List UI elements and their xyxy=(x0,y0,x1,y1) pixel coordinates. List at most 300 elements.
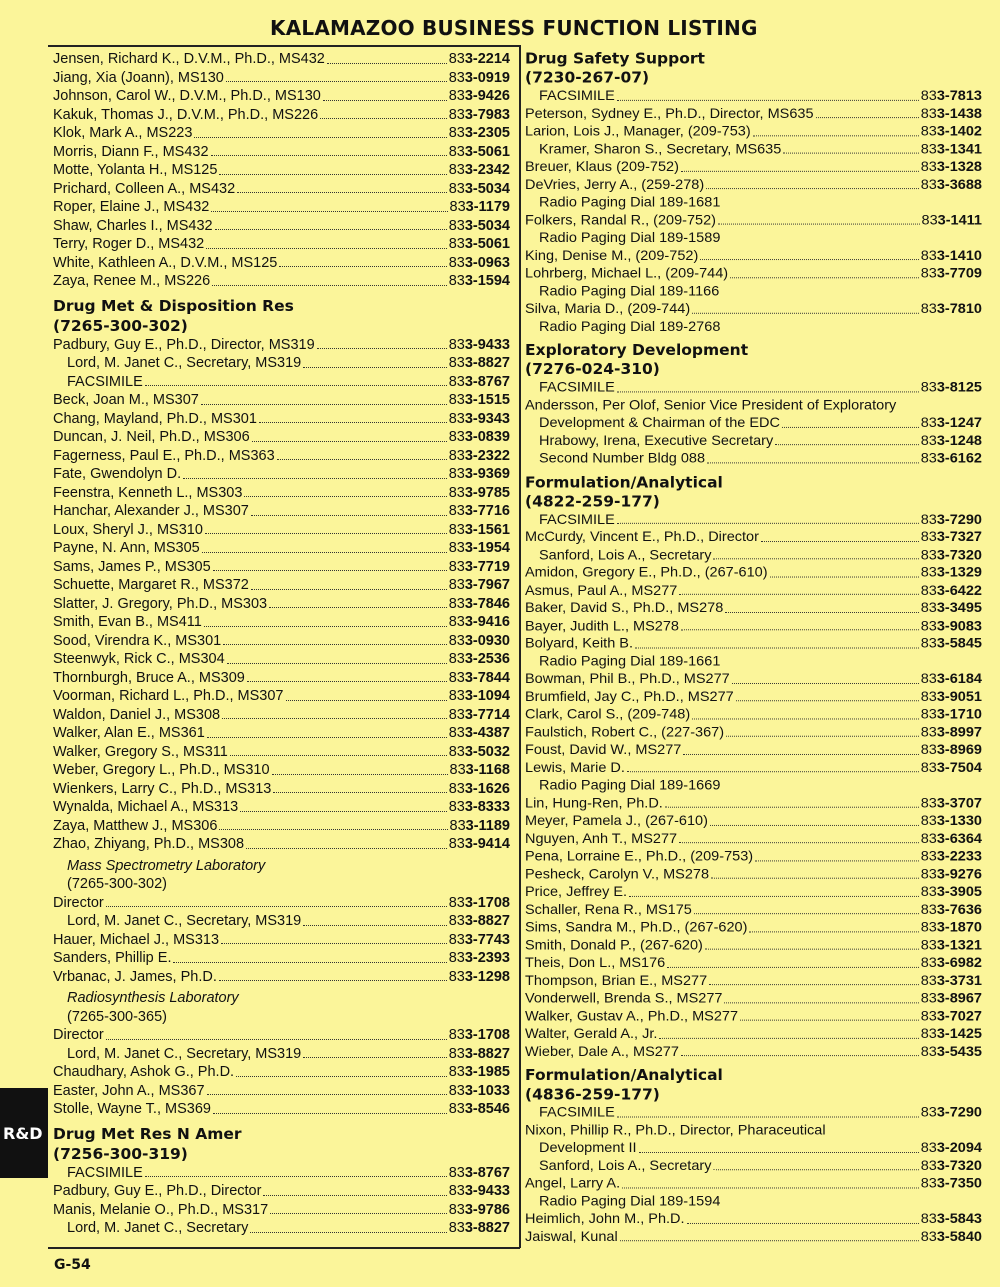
listing-row xyxy=(53,391,510,410)
dot-leader xyxy=(659,1038,918,1039)
phone-prefix: 83 xyxy=(920,848,937,865)
phone-extension: 3-1033 xyxy=(464,1082,510,1099)
listing-row xyxy=(525,414,982,432)
phone-extension: 3-9785 xyxy=(464,484,510,501)
listing-row xyxy=(525,848,982,866)
phone-prefix: 83 xyxy=(920,831,937,847)
dot-leader xyxy=(681,1055,919,1056)
phone-prefix: 83 xyxy=(920,902,937,918)
phone-extension: 3-2094 xyxy=(936,1140,982,1156)
dot-leader xyxy=(252,441,447,442)
phone-prefix: 83 xyxy=(920,636,937,652)
phone-number xyxy=(921,706,982,724)
listing-name: Jaiswal, Kunal xyxy=(525,1229,618,1245)
phone-number xyxy=(921,247,982,265)
listing-name: Wynalda, Michael A., MS313 xyxy=(53,799,239,815)
phone-extension: 3-1410 xyxy=(936,248,982,264)
phone-prefix: 83 xyxy=(448,503,465,519)
listing-name: Zaya, Matthew J., MS306 xyxy=(53,817,218,834)
phone-extension: 3-1298 xyxy=(464,968,510,985)
listing-name: Manis, Melanie O., Ph.D., MS317 xyxy=(53,1201,269,1218)
phone-extension: 3-1168 xyxy=(465,762,510,778)
dot-leader xyxy=(205,533,447,534)
phone-number xyxy=(921,265,982,283)
phone-number xyxy=(449,1182,510,1201)
section-code: (4836-259-177) xyxy=(525,1085,660,1104)
phone-extension: 3-8967 xyxy=(936,990,982,1007)
dot-leader xyxy=(145,1176,447,1177)
phone-extension: 3-9433 xyxy=(464,336,510,353)
listing-name: Second Number Bldg 088 xyxy=(539,450,706,467)
listing-row xyxy=(53,447,510,466)
phone-extension: 3-1341 xyxy=(936,141,982,157)
phone-prefix: 83 xyxy=(448,521,465,538)
listing-row xyxy=(53,484,510,503)
phone-prefix: 83 xyxy=(448,632,465,649)
phone-number xyxy=(921,105,982,123)
section-heading: Drug Safety Support xyxy=(525,50,705,68)
listing-name: Sams, James P., MS305 xyxy=(53,558,211,575)
dot-leader xyxy=(683,754,918,755)
phone-number xyxy=(921,123,982,141)
listing-name: Director xyxy=(53,894,104,911)
listing-row xyxy=(53,410,510,429)
listing-name: Chaudhary, Ashok G., Ph.D. xyxy=(53,1064,235,1080)
phone-prefix: 83 xyxy=(920,379,937,396)
dot-leader xyxy=(725,612,918,613)
listing-name: FACSIMILE xyxy=(539,88,615,104)
phone-prefix: 83 xyxy=(449,199,466,215)
listing-name: Folkers, Randal R., (209-752) xyxy=(525,212,716,228)
listing-name: Asmus, Paul A., MS277 xyxy=(525,582,678,599)
phone-prefix: 83 xyxy=(920,1211,937,1227)
phone-extension: 3-2322 xyxy=(464,447,510,464)
phone-extension: 3-7844 xyxy=(464,669,510,686)
phone-extension: 3-1954 xyxy=(464,540,510,556)
dot-leader xyxy=(227,663,447,664)
dot-leader xyxy=(617,523,919,524)
listing-name: Zhao, Zhiyang, Ph.D., MS308 xyxy=(53,836,245,852)
phone-extension: 3-0919 xyxy=(464,69,510,86)
phone-number xyxy=(921,564,982,582)
listing-name: Steenwyk, Rick C., MS304 xyxy=(53,651,225,667)
dot-leader xyxy=(207,737,447,738)
listing-row xyxy=(525,600,982,618)
phone-number xyxy=(921,1025,982,1043)
phone-extension: 3-1561 xyxy=(464,521,510,538)
listing-name: Chang, Mayland, Ph.D., MS301 xyxy=(53,410,257,427)
dot-leader xyxy=(782,427,919,428)
phone-extension: 3-7320 xyxy=(936,1158,982,1174)
listing-row xyxy=(53,1164,510,1183)
dot-leader xyxy=(718,224,920,225)
listing-row xyxy=(53,539,510,558)
listing-name: Angel, Larry A. xyxy=(525,1175,621,1192)
phone-number xyxy=(449,143,510,162)
dot-leader xyxy=(202,552,447,553)
listing-row xyxy=(525,265,982,283)
listing-name: Bayer, Judith L., MS278 xyxy=(525,618,679,634)
listing-name: Peterson, Sydney E., Ph.D., Director, MS635 xyxy=(525,106,814,122)
listing-row xyxy=(525,247,982,265)
listing-name: Vrbanac, J. James, Ph.D. xyxy=(53,968,217,985)
dot-leader xyxy=(736,701,919,702)
phone-extension: 3-2214 xyxy=(464,51,510,67)
phone-extension: 3-6422 xyxy=(936,582,982,599)
listing-row xyxy=(525,511,982,529)
section-heading: Drug Met & Disposition Res xyxy=(53,296,294,315)
phone-prefix: 83 xyxy=(448,1082,465,1099)
listing-row xyxy=(525,123,982,141)
phone-prefix: 83 xyxy=(448,968,465,985)
listing-row xyxy=(525,937,982,955)
phone-prefix: 83 xyxy=(448,1101,465,1117)
listing-name: Slatter, J. Gregory, Ph.D., MS303 xyxy=(53,595,268,612)
dot-leader xyxy=(213,570,447,571)
phone-number xyxy=(449,949,510,968)
phone-extension: 3-9083 xyxy=(936,618,982,634)
listing-row xyxy=(53,354,510,373)
phone-number xyxy=(921,432,982,450)
phone-extension: 3-9051 xyxy=(936,689,982,705)
phone-extension: 3-1708 xyxy=(464,894,510,911)
phone-prefix: 83 xyxy=(448,1064,465,1080)
phone-prefix: 83 xyxy=(920,248,937,264)
paging-note: Radio Paging Dial 189-1589 xyxy=(539,230,721,246)
dot-leader xyxy=(724,1002,918,1003)
listing-name: Lewis, Marie D. xyxy=(525,760,625,776)
phone-extension: 3-0839 xyxy=(464,429,510,445)
listing-name: Motte, Yolanta H., MS125 xyxy=(53,162,218,178)
listing-row xyxy=(53,912,510,931)
dot-leader xyxy=(620,1240,919,1241)
phone-extension: 3-1247 xyxy=(936,415,982,431)
listing-name: Loux, Sheryl J., MS310 xyxy=(53,521,203,538)
phone-number xyxy=(449,632,510,651)
listing-name: Weber, Gregory L., Ph.D., MS310 xyxy=(53,762,270,778)
phone-number xyxy=(449,724,510,743)
phone-prefix: 83 xyxy=(448,799,465,815)
listing-row xyxy=(53,1201,510,1220)
dot-leader xyxy=(277,459,447,460)
listing-row xyxy=(525,1104,982,1122)
phone-extension: 3-2393 xyxy=(464,950,510,966)
phone-extension: 3-5034 xyxy=(464,217,510,234)
dot-leader xyxy=(211,211,447,212)
phone-prefix: 83 xyxy=(920,265,937,282)
phone-prefix: 83 xyxy=(448,669,465,686)
phone-extension: 3-7813 xyxy=(936,88,982,104)
phone-number xyxy=(921,671,982,689)
section-tab: R&D xyxy=(0,1088,48,1178)
phone-prefix: 83 xyxy=(448,614,465,630)
listing-name: Beck, Joan M., MS307 xyxy=(53,392,199,408)
listing-row xyxy=(53,613,510,632)
listing-name: White, Kathleen A., D.V.M., MS125 xyxy=(53,254,278,271)
phone-number xyxy=(921,1104,982,1122)
dot-leader xyxy=(106,906,447,907)
phone-prefix: 83 xyxy=(920,866,937,883)
phone-prefix: 83 xyxy=(448,950,465,966)
listing-row xyxy=(53,1045,510,1064)
phone-extension: 3-1411 xyxy=(937,212,982,228)
column-divider xyxy=(519,45,521,1248)
listing-name: Faulstich, Robert C., (227-367) xyxy=(525,724,725,741)
listing-name: King, Denise M., (209-752) xyxy=(525,248,699,264)
listing-name: Voorman, Richard L., Ph.D., MS307 xyxy=(53,688,284,704)
listing-row xyxy=(525,564,982,582)
phone-number xyxy=(449,1063,510,1082)
phone-number xyxy=(449,373,510,392)
phone-prefix: 83 xyxy=(448,217,465,234)
right-column xyxy=(525,50,982,1246)
listing-row xyxy=(53,1026,510,1045)
phone-prefix: 83 xyxy=(448,466,465,482)
phone-number xyxy=(921,795,982,813)
listing-row xyxy=(53,743,510,762)
listing-line: Nixon, Phillip R., Ph.D., Director, Pharaceutical xyxy=(525,1122,826,1139)
listing-row xyxy=(525,706,982,724)
phone-number xyxy=(921,759,982,777)
dot-leader xyxy=(219,980,447,981)
listing-name: Sanford, Lois A., Secretary xyxy=(539,547,712,563)
listing-name: Fate, Gwendolyn D. xyxy=(53,466,182,482)
phone-extension: 3-7714 xyxy=(464,706,510,723)
listing-name: Jiang, Xia (Joann), MS130 xyxy=(53,69,224,86)
phone-extension: 3-5435 xyxy=(936,1044,982,1060)
page-number: G-54 xyxy=(54,1257,91,1273)
dot-leader xyxy=(705,949,919,950)
paging-note: Radio Paging Dial 189-2768 xyxy=(539,319,721,335)
phone-prefix: 83 xyxy=(448,180,465,197)
phone-number xyxy=(450,198,511,217)
phone-extension: 3-1708 xyxy=(464,1027,510,1043)
phone-prefix: 83 xyxy=(448,725,465,741)
listing-row xyxy=(525,972,982,990)
phone-number xyxy=(449,447,510,466)
phone-extension: 3-9426 xyxy=(464,88,510,104)
listing-name: Theis, Don L., MS176 xyxy=(525,955,666,971)
listing-row xyxy=(53,595,510,614)
phone-number xyxy=(921,1211,982,1229)
listing-row xyxy=(525,954,982,972)
phone-number xyxy=(921,1157,982,1175)
phone-extension: 3-3905 xyxy=(936,884,982,900)
phone-number xyxy=(449,50,510,69)
listing-row xyxy=(53,217,510,236)
section-code: (4822-259-177) xyxy=(525,492,660,510)
phone-number xyxy=(921,830,982,848)
phone-prefix: 83 xyxy=(448,236,465,252)
phone-prefix: 83 xyxy=(920,88,937,104)
listing-name: Thornburgh, Bruce A., MS309 xyxy=(53,669,245,686)
phone-number xyxy=(921,600,982,618)
listing-row xyxy=(53,576,510,595)
phone-number xyxy=(921,414,982,432)
phone-extension: 3-8333 xyxy=(464,799,510,815)
phone-extension: 3-7290 xyxy=(936,511,982,528)
dot-leader xyxy=(667,967,918,968)
listing-row xyxy=(53,87,510,106)
phone-number xyxy=(921,582,982,600)
phone-extension: 3-8827 xyxy=(464,913,510,929)
phone-number xyxy=(921,937,982,955)
listing-row xyxy=(53,180,510,199)
dot-leader xyxy=(251,589,447,590)
phone-extension: 3-5845 xyxy=(936,636,982,652)
phone-number xyxy=(449,336,510,355)
phone-number xyxy=(449,428,510,447)
dot-leader xyxy=(236,1076,447,1077)
phone-number xyxy=(449,391,510,410)
listing-row xyxy=(525,105,982,123)
phone-extension: 3-1870 xyxy=(936,919,982,936)
listing-row xyxy=(53,336,510,355)
phone-prefix: 83 xyxy=(920,159,937,175)
listing-name: FACSIMILE xyxy=(539,1105,615,1121)
dot-leader xyxy=(740,1020,919,1021)
dot-leader xyxy=(617,1116,919,1117)
phone-prefix: 83 xyxy=(448,88,465,104)
listing-name: Hanchar, Alexander J., MS307 xyxy=(53,503,249,519)
phone-prefix: 83 xyxy=(920,919,937,936)
phone-number xyxy=(921,1043,982,1061)
listing-name: Padbury, Guy E., Ph.D., Director, MS319 xyxy=(53,336,315,353)
listing-row xyxy=(53,949,510,968)
phone-extension: 3-7290 xyxy=(936,1105,982,1121)
phone-prefix: 83 xyxy=(448,894,465,911)
dot-leader xyxy=(713,559,918,560)
phone-prefix: 83 xyxy=(920,600,937,616)
listing-name: FACSIMILE xyxy=(539,511,615,528)
phone-number xyxy=(449,484,510,503)
dot-leader xyxy=(707,462,919,463)
phone-number xyxy=(921,742,982,760)
dot-leader xyxy=(272,774,448,775)
listing-name: Brumfield, Jay C., Ph.D., MS277 xyxy=(525,689,734,705)
dot-leader xyxy=(269,607,447,608)
phone-prefix: 83 xyxy=(920,689,937,705)
dot-leader xyxy=(247,681,447,682)
listing-name: Lord, M. Janet C., Secretary xyxy=(67,1220,249,1236)
dot-leader xyxy=(183,478,447,479)
phone-number xyxy=(449,539,510,558)
phone-extension: 3-7983 xyxy=(464,106,510,123)
phone-extension: 3-6162 xyxy=(936,450,982,467)
phone-prefix: 83 xyxy=(448,743,465,760)
dot-leader xyxy=(700,259,918,260)
phone-extension: 3-2342 xyxy=(464,162,510,178)
listing-name: Breuer, Klaus (209-752) xyxy=(525,159,679,175)
listing-name: Walker, Gustav A., Ph.D., MS277 xyxy=(525,1008,739,1024)
phone-extension: 3-8827 xyxy=(464,1045,510,1062)
phone-number xyxy=(449,968,510,987)
dot-leader xyxy=(761,541,919,542)
dot-leader xyxy=(206,248,446,249)
listing-row xyxy=(525,1228,982,1246)
phone-prefix: 83 xyxy=(920,742,937,758)
listing-name: Sanders, Phillip E. xyxy=(53,950,172,966)
listing-row xyxy=(53,502,510,521)
listing-name: Clark, Carol S., (209-748) xyxy=(525,706,691,723)
listing-row xyxy=(525,830,982,848)
dot-leader xyxy=(681,171,919,172)
listing-name: Lohrberg, Michael L., (209-744) xyxy=(525,265,729,282)
phone-number xyxy=(449,502,510,521)
phone-number xyxy=(921,635,982,653)
listing-row xyxy=(53,650,510,669)
listing-row xyxy=(53,161,510,180)
listing-row xyxy=(53,968,510,987)
listing-row xyxy=(525,812,982,830)
phone-prefix: 83 xyxy=(920,706,937,723)
phone-number xyxy=(921,954,982,972)
phone-extension: 3-0930 xyxy=(464,632,510,649)
phone-extension: 3-1402 xyxy=(936,123,982,140)
phone-extension: 3-2536 xyxy=(464,651,510,667)
phone-extension: 3-3707 xyxy=(936,795,982,812)
phone-extension: 3-0963 xyxy=(464,254,510,271)
phone-extension: 3-5061 xyxy=(464,143,510,160)
dot-leader xyxy=(270,1213,447,1214)
phone-number xyxy=(449,217,510,236)
phone-prefix: 83 xyxy=(920,724,937,741)
listing-row xyxy=(525,300,982,318)
dot-leader xyxy=(770,576,919,577)
phone-prefix: 83 xyxy=(920,973,937,989)
phone-number xyxy=(921,1228,982,1246)
dot-leader xyxy=(775,444,918,445)
phone-extension: 3-1985 xyxy=(464,1064,510,1080)
phone-number xyxy=(921,990,982,1008)
phone-number xyxy=(449,1201,510,1220)
listing-name: Padbury, Guy E., Ph.D., Director xyxy=(53,1183,262,1199)
dot-leader xyxy=(629,896,919,897)
listing-row xyxy=(53,798,510,817)
listing-row xyxy=(525,529,982,547)
listing-row xyxy=(525,617,982,635)
phone-prefix: 83 xyxy=(448,429,465,445)
phone-extension: 3-7810 xyxy=(936,301,982,317)
section-code: (7256-300-319) xyxy=(53,1144,188,1163)
dot-leader xyxy=(211,155,447,156)
header-rule xyxy=(48,45,520,47)
listing-row xyxy=(53,143,510,162)
listing-row xyxy=(525,688,982,706)
dot-leader xyxy=(279,266,446,267)
phone-prefix: 83 xyxy=(920,1158,937,1174)
phone-extension: 3-1515 xyxy=(464,392,510,408)
phone-extension: 3-9416 xyxy=(464,614,510,630)
listing-row xyxy=(53,428,510,447)
phone-extension: 3-1094 xyxy=(464,688,510,704)
listing-row xyxy=(525,901,982,919)
listing-name: FACSIMILE xyxy=(67,1164,143,1181)
dot-leader xyxy=(212,285,447,286)
listing-row xyxy=(525,1211,982,1229)
phone-extension: 3-5843 xyxy=(936,1211,982,1227)
listing-row xyxy=(53,373,510,392)
listing-row xyxy=(53,1082,510,1101)
listing-name: Kakuk, Thomas J., D.V.M., Ph.D., MS226 xyxy=(53,106,319,123)
phone-prefix: 83 xyxy=(448,540,465,556)
listing-name: Pena, Lorraine E., Ph.D., (209-753) xyxy=(525,848,754,865)
left-column xyxy=(53,50,510,1238)
phone-extension: 3-8827 xyxy=(464,1220,510,1236)
phone-extension: 3-5840 xyxy=(936,1229,982,1245)
phone-extension: 3-9433 xyxy=(464,1183,510,1199)
phone-prefix: 83 xyxy=(920,123,937,140)
